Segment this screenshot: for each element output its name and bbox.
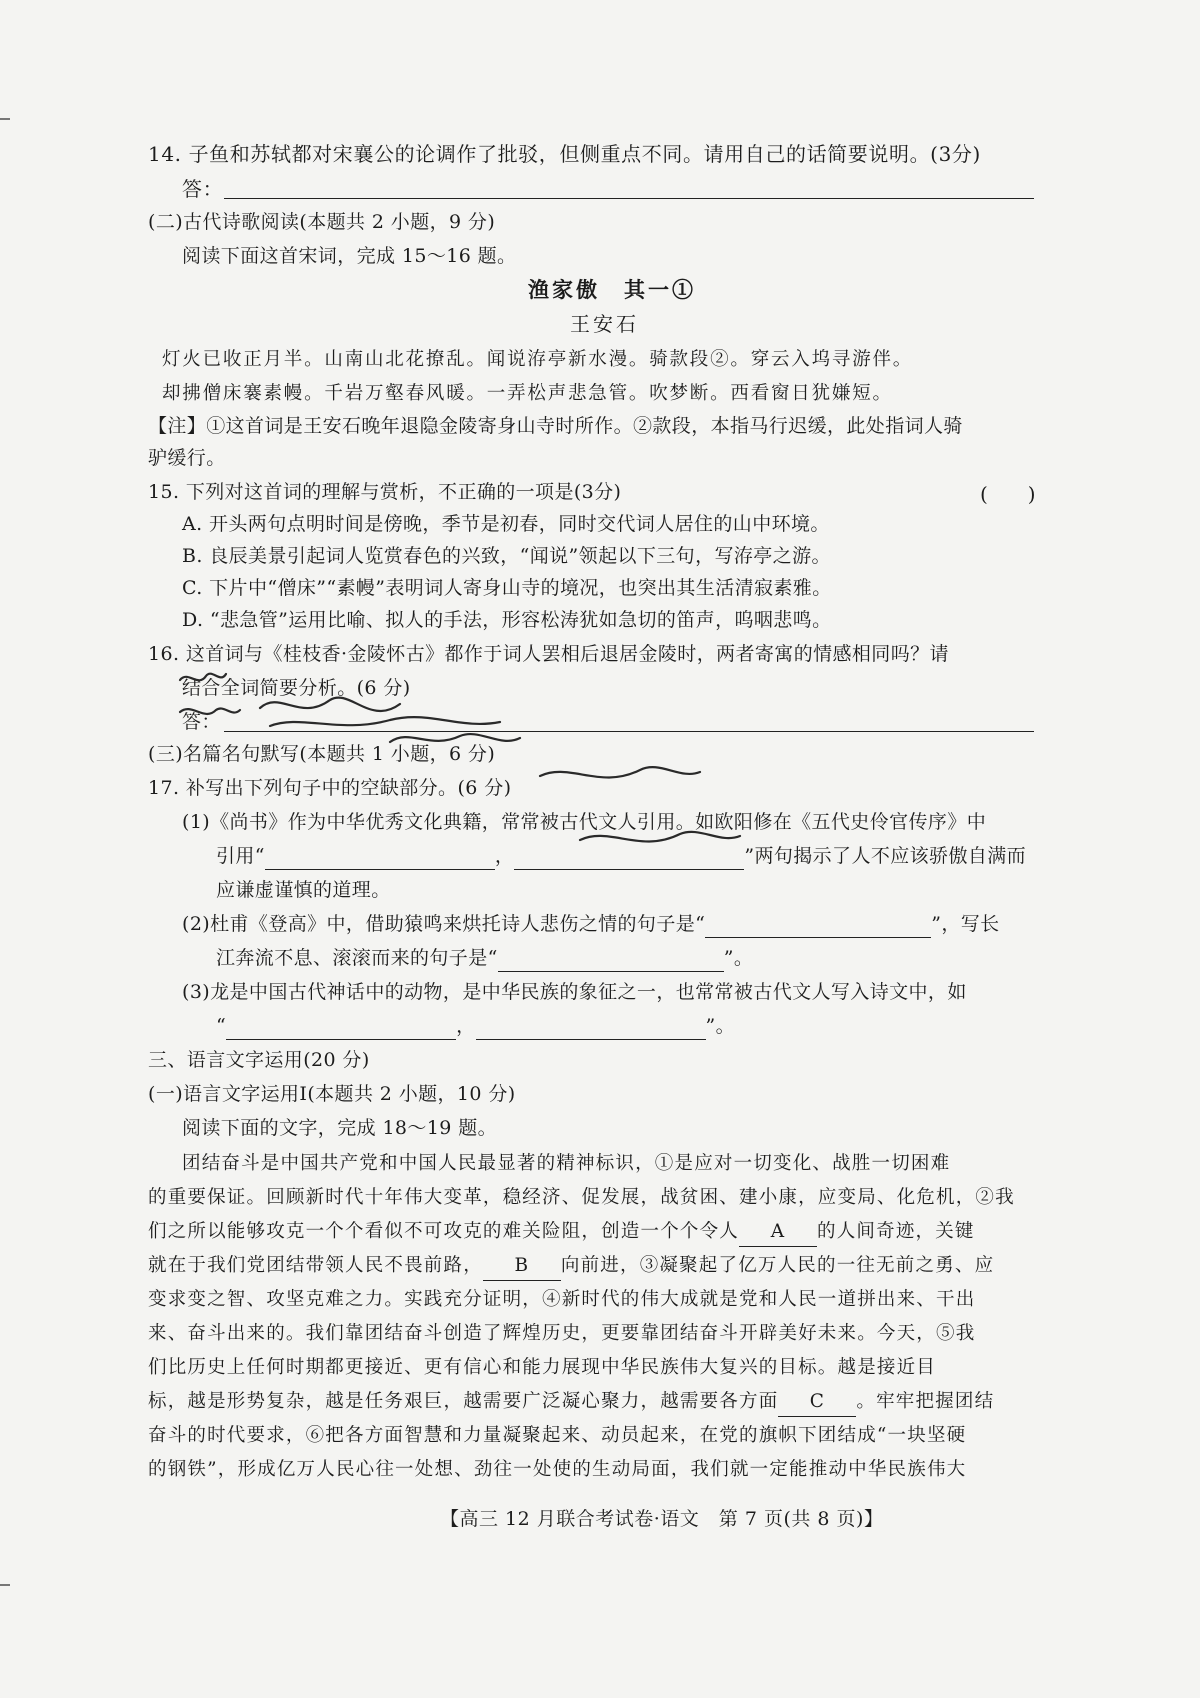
passage-line: 团结奋斗是中国共产党和中国人民最显著的精神标识，①是应对一切变化、战胜一切困难: [182, 1153, 951, 1174]
blank-c[interactable]: C: [778, 1388, 856, 1417]
text: ”。: [705, 1015, 736, 1037]
question-16-stem: 结合全词简要分析。(6 分): [182, 677, 411, 699]
section-sub-heading: (一)语言文字运用Ⅰ(本题共 2 小题，10 分): [148, 1083, 516, 1105]
text: ，: [494, 845, 515, 867]
poem-note: 【注】①这首词是王安石晚年退隐金陵寄身山寺时所作。②款段，本指马行迟缓，此处指词人骑: [148, 415, 963, 437]
poem-line: 却拂僧床褰素幔。千岩万壑春风暖。一弄松声悲急管。吹梦断。西看窗日犹嫌短。: [162, 383, 893, 404]
scribble-stroke: [180, 708, 240, 714]
passage-line: 来、奋斗出来的。我们靠团结奋斗创造了辉煌历史，更要靠团结奋斗开辟美好未来。今天，⑤我: [148, 1323, 976, 1344]
scribble-stroke: [180, 674, 226, 681]
text: 。牢牢把握团结: [856, 1391, 995, 1412]
question-15-stem: 15. 下列对这首词的理解与赏析，不正确的一项是(3分): [148, 481, 622, 503]
fill-blank[interactable]: [498, 949, 724, 972]
text: 江奔流不息、滚滚而来的句子是“: [216, 947, 498, 969]
question-16-stem: 16. 这首词与《桂枝香·金陵怀古》都作于词人罢相后退居金陵时，两者寄寓的情感相同吗？请: [148, 643, 949, 665]
poem-title: 渔家傲 其一①: [528, 277, 696, 302]
fill-blank[interactable]: [226, 1017, 456, 1040]
pen-scribble: [140, 630, 1000, 860]
question-14-answer-label: 答：: [182, 177, 224, 201]
scan-edge-mark: [0, 118, 10, 120]
option-b[interactable]: B. 良辰美景引起词人览赏春色的兴致，“闻说”领起以下三句，写洊亭之游。: [182, 545, 831, 567]
poem-author: 王安石: [570, 312, 639, 336]
question-16-answer-label: 答：: [182, 711, 221, 733]
blank-a[interactable]: A: [739, 1218, 817, 1247]
passage-line: 的重要保证。回顾新时代十年伟大变革，稳经济、促发展，战贫困、建小康，应变局、化危机，②我: [148, 1187, 1015, 1208]
passage-line: 们比历史上任何时期都更接近、更有信心和能力展现中华民族伟大复兴的目标。越是接近目: [148, 1357, 937, 1378]
section-heading: (二)古代诗歌阅读(本题共 2 小题，9 分): [148, 211, 496, 233]
text: ，: [456, 1015, 476, 1037]
text: 向前进，③凝聚起了亿万人民的一往无前之勇、应: [560, 1255, 995, 1276]
scribble-stroke: [390, 734, 520, 742]
text: 引用“: [216, 845, 265, 867]
question-17-part-1-end: 应谦虚谨慎的道理。: [216, 879, 391, 901]
scribble-stroke: [540, 767, 700, 777]
answer-bracket[interactable]: ( ): [980, 482, 1036, 506]
scribble-stroke: [260, 698, 400, 711]
question-14-stem: 14. 子鱼和苏轼都对宋襄公的论调作了批驳，但侧重点不同。请用自己的话简要说明。(3分): [148, 142, 981, 166]
passage-line: [148, 1252, 994, 1281]
question-17-part-2-line: [216, 944, 753, 972]
question-17-part-3-line: [216, 1012, 735, 1040]
option-d[interactable]: D. “悲急管”运用比喻、拟人的手法，形容松涛犹如急切的笛声，呜咽悲鸣。: [182, 609, 832, 631]
text: “: [216, 1015, 227, 1037]
text: ”。: [723, 947, 754, 969]
text: 的人间奇迹，关键: [817, 1221, 975, 1242]
text: (2)杜甫《登高》中，借助猿鸣来烘托诗人悲伤之情的句子是“: [182, 913, 706, 935]
passage-line: [148, 1218, 975, 1247]
option-c[interactable]: C. 下片中“僧床”“素幔”表明词人寄身山寺的境况，也突出其生活清寂素雅。: [182, 577, 832, 599]
poem-note: 驴缓行。: [148, 447, 226, 469]
blank-b[interactable]: B: [483, 1252, 561, 1281]
text: 们之所以能够攻克一个个看似不可攻克的难关险阻，创造一个个令人: [148, 1221, 740, 1242]
section-instruction: 阅读下面这首宋词，完成 15～16 题。: [182, 245, 517, 267]
fill-blank[interactable]: [705, 915, 931, 938]
passage-line: 奋斗的时代要求，⑥把各方面智慧和力量凝聚起来、动员起来，在党的旗帜下团结成“一块坚硬: [148, 1425, 967, 1446]
passage-line: [148, 1388, 994, 1417]
passage-line: 的钢铁”，形成亿万人民心往一处想、劲往一处使的生动局面，我们就一定能推动中华民族伟大: [148, 1459, 967, 1480]
section-heading: 三、语言文字运用(20 分): [148, 1049, 370, 1071]
question-17-stem: 17. 补写出下列句子中的空缺部分。(6 分): [148, 777, 512, 799]
scribble-stroke: [270, 717, 500, 726]
text: 标，越是形势复杂，越是任务艰巨，越需要广泛凝心聚力，越需要各方面: [148, 1391, 779, 1412]
question-17-part-3: (3)龙是中国古代神话中的动物，是中华民族的象征之一，也常常被古代文人写入诗文中，如: [182, 981, 967, 1003]
section-instruction: 阅读下面的文字，完成 18～19 题。: [182, 1117, 498, 1139]
answer-line[interactable]: [224, 198, 1034, 199]
question-17-part-2-line: [182, 910, 1000, 938]
option-a[interactable]: A. 开头两句点明时间是傍晚，季节是初春，同时交代词人居住的山中环境。: [182, 513, 830, 535]
passage-line: 变求变之智、攻坚克难之力。实践充分证明，④新时代的伟大成就是党和人民一道拼出来、干出: [148, 1289, 976, 1310]
question-17-part-1: (1)《尚书》作为中华优秀文化典籍，常常被古代文人引用。如欧阳修在《五代史伶官传序》中: [182, 811, 987, 833]
text: ”，写长: [931, 913, 1000, 935]
section-heading: (三)名篇名句默写(本题共 1 小题，6 分): [148, 743, 496, 765]
scribble-stroke: [580, 832, 740, 842]
text: 就在于我们党团结带领人民不畏前路，: [148, 1255, 483, 1276]
page-footer: 【高三 12 月联合考试卷·语文 第 7 页(共 8 页)】: [440, 1508, 884, 1530]
poem-line: 灯火已收正月半。山南山北花撩乱。闻说洊亭新水漫。骑款段②。穿云入坞寻游伴。: [162, 349, 914, 370]
scan-edge-mark: [0, 1584, 10, 1586]
fill-blank[interactable]: [476, 1017, 706, 1040]
text: ”两句揭示了人不应该骄傲自满而: [744, 845, 1027, 867]
